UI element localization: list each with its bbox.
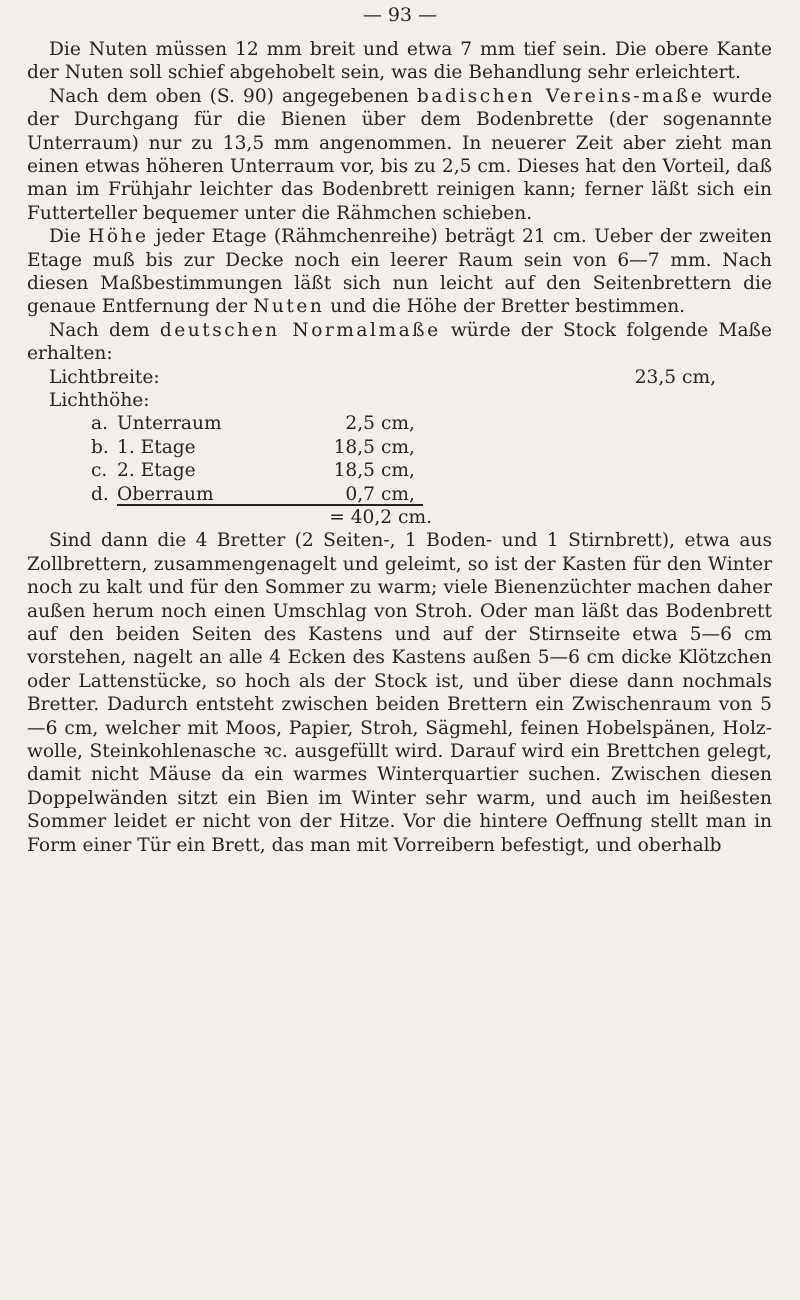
row-key: d.	[91, 483, 109, 505]
paragraph-bretter: Sind dann die 4 Bretter (2 Seiten-, 1 Boden- und 1 Stirnbrett), etwa aus Zollbrettern, zusammengenagelt und geleimt, so ist der Kasten für den Winter noch zu kalt und für den Sommer zu warm; viele Bienenzüchter machen daher außen herum noch einen Umschlag von Stroh. Oder man läßt das Bodenbrett auf den beiden Seiten des Kastens und auf der Stirnseite etwa 5—6 cm vorstehen, nagelt an alle 4 Ecken des Kastens außen 5—6 cm dicke Klötzchen oder Lattenstücke, so hoch als der Stock ist, und über diese dann nochmals Bretter. Dadurch entsteht zwischen beiden Brettern ein Zwischenraum von 5—6 cm, welcher mit Moos, Papier, Stroh, Sägmehl, feinen Hobelspänen, Holz-wolle, Steinkohlenasche ꝛc. ausgefüllt wird. Darauf wird ein Brettchen gelegt, damit nicht Mäuse da ein warmes Winterquartier suchen. Zwischen diesen Doppelwänden sitzt ein Bien im Winter sehr warm, und auch im heißesten Sommer leidet er nicht von der Hitze. Vor die hintere Oeffnung stellt man in Form einer Tür ein Brett, das man mit Vorreibern befestigt, und oberhalb	[27, 530, 772, 856]
paragraph-vereinsmasse	[27, 85, 772, 225]
row-label: Oberraum	[117, 483, 297, 506]
page-body	[27, 38, 772, 857]
emphasis-text: Nuten	[253, 296, 325, 318]
measurement-row	[27, 436, 772, 459]
paragraph-normalmass	[27, 319, 772, 366]
text: Nach dem oben (S. 90) angegebenen	[49, 85, 409, 107]
row-unit: cm,	[375, 483, 423, 506]
row-key: c.	[91, 460, 108, 482]
height-label: Lichthöhe:	[49, 390, 150, 412]
text: Nach dem	[49, 319, 150, 341]
paragraph-nuten: Die Nuten müssen 12 mm breit und etwa 7 mm tief sein. Die obere Kante der Nuten soll schief abgehobelt sein, was die Behandlung sehr erleichtert.	[27, 39, 772, 84]
row-unit: cm,	[381, 413, 415, 435]
row-label: 2. Etage	[117, 460, 196, 482]
height-row	[27, 389, 772, 412]
row-unit: cm,	[381, 436, 415, 458]
text: würde der Stock folgende Maße erhalten:	[27, 319, 772, 365]
emphasis-text: badischen Vereins-maße	[416, 85, 705, 107]
row-key: a.	[91, 413, 108, 435]
row-number: 0,7	[297, 483, 375, 506]
width-row	[27, 366, 772, 389]
measurement-row	[27, 412, 772, 435]
row-unit: cm,	[381, 460, 415, 482]
row-label: Unterraum	[117, 413, 222, 435]
row-number: 18,5	[333, 460, 375, 482]
width-value: 23,5 cm,	[634, 366, 716, 388]
row-label: 1. Etage	[117, 436, 196, 458]
emphasis-text: Höhe	[88, 226, 149, 248]
row-key: b.	[91, 436, 109, 458]
text: jeder Etage (Rähmchenreihe) beträgt 21 cm. Ueber der zweiten Etage muß bis zur Decke noch ein leerer Raum sein von 6—7 mm. Nach diesen Maßbestimmungen läßt sich nun leicht auf den Seitenbrettern die genaue Entfernung der	[27, 226, 772, 318]
emphasis-text: deutschen Normalmaße	[159, 319, 441, 341]
total-row	[27, 506, 772, 529]
measurement-row	[27, 483, 772, 506]
text: und die Höhe der Bretter bestimmen.	[330, 296, 686, 318]
page-number: — 93 —	[362, 4, 438, 26]
measurement-row	[27, 459, 772, 482]
measurement-table	[27, 366, 772, 530]
total-value: = 40,2 cm.	[329, 507, 432, 529]
text: Die	[49, 226, 81, 248]
width-label: Lichtbreite:	[49, 366, 160, 388]
text: wurde der Durchgang für die Bienen über dem Bodenbrette (der sogenannte Unterraum) nur zu 13,5 mm angenommen. In neuerer Zeit aber zieht man einen etwas höheren Unterraum vor, bis zu 2,5 cm. Dieses hat den Vorteil, daß man im Frühjahr leichter das Bodenbrett reinigen kann; ferner läßt sich ein Futterteller bequemer unter die Rähmchen schieben.	[27, 85, 772, 224]
row-number: 2,5	[345, 413, 375, 435]
row-number: 18,5	[333, 436, 375, 458]
paragraph-hoehe	[27, 225, 772, 319]
